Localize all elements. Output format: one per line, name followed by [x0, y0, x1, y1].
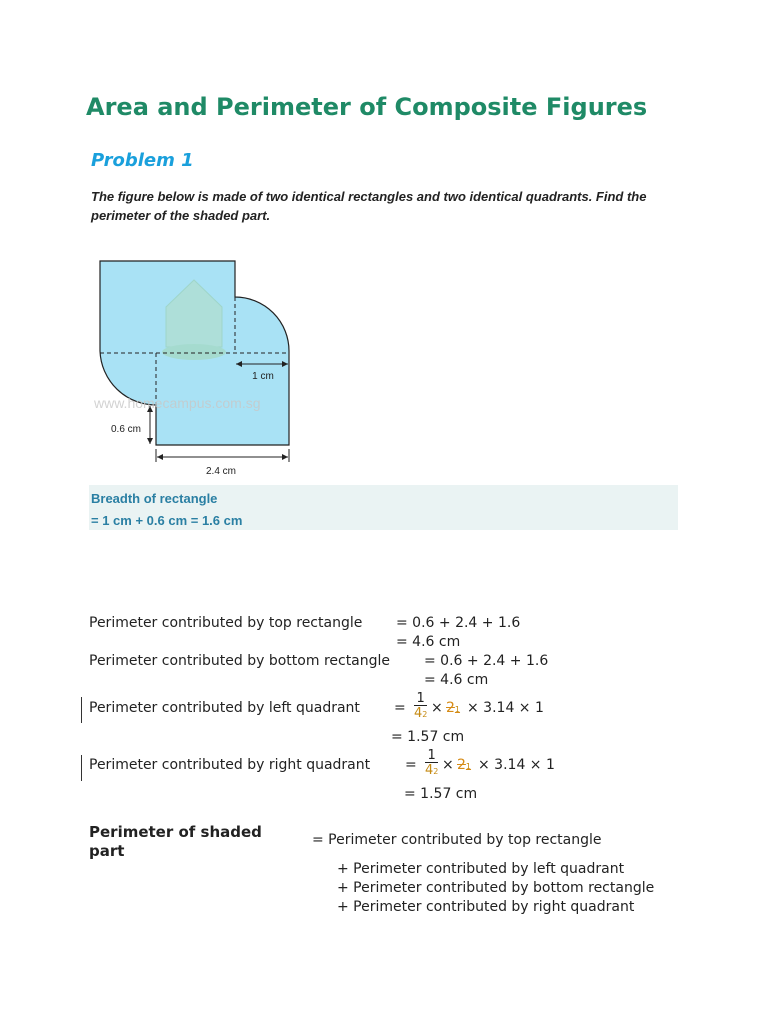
- left-quad-fraction: $\frac{1}{42}$: [414, 691, 428, 721]
- left-quad-label: Perimeter contributed by left quadrant: [89, 700, 360, 716]
- right-quad-fraction: $\frac{1}{42}$: [425, 748, 439, 778]
- left-quad-times: ×: [431, 700, 443, 716]
- problem-instruction: The figure below is made of two identical rectangles and two identical quadrants. Find the perimeter of the shaded part.: [91, 189, 647, 223]
- cursor-bar: [81, 755, 82, 781]
- label-06cm: 0.6 cm: [110, 424, 142, 435]
- right-quad-result: = 1.57 cm: [404, 786, 478, 802]
- top-rect-eq2: = 4.6 cm: [396, 634, 461, 650]
- breadth-heading: Breadth of rectangle: [91, 491, 218, 506]
- watermark-text: www.homecampus.com.sg: [94, 395, 261, 411]
- left-quad-equals: =: [394, 700, 406, 716]
- label-24cm: 2.4 cm: [205, 466, 237, 477]
- right-quad-times: ×: [442, 757, 454, 773]
- shaded-term: + Perimeter contributed by right quadrant: [337, 899, 635, 915]
- bottom-rect-eq2: = 4.6 cm: [424, 672, 489, 688]
- breadth-equation: = 1 cm + 0.6 cm = 1.6 cm: [91, 513, 243, 528]
- bottom-rect-label: Perimeter contributed by bottom rectangle: [89, 653, 391, 669]
- breadth-box: [89, 485, 678, 530]
- shaded-term: + Perimeter contributed by left quadrant: [337, 861, 625, 877]
- left-quad-two: 21: [446, 700, 461, 716]
- top-rect-label: Perimeter contributed by top rectangle: [89, 615, 363, 631]
- shaded-label-line2: part: [89, 842, 125, 860]
- problem-heading: Problem 1: [91, 150, 194, 171]
- composite-figure: [88, 252, 308, 482]
- right-quad-equals: =: [405, 757, 417, 773]
- label-1cm: 1 cm: [252, 371, 274, 382]
- left-quad-result: = 1.57 cm: [391, 729, 465, 745]
- shaded-term: + Perimeter contributed by bottom rectangle: [337, 880, 655, 896]
- left-quad-rest: × 3.14 × 1: [467, 700, 544, 716]
- right-quad-two: 21: [457, 757, 472, 773]
- cursor-bar: [81, 697, 82, 723]
- shaded-label-line1: Perimeter of shaded: [89, 823, 262, 841]
- page-title: Area and Perimeter of Composite Figures: [86, 93, 648, 121]
- bottom-rect-eq1: = 0.6 + 2.4 + 1.6: [424, 653, 549, 669]
- top-rect-eq1: = 0.6 + 2.4 + 1.6: [396, 615, 521, 631]
- right-quad-rest: × 3.14 × 1: [478, 757, 555, 773]
- shaded-eq-first: = Perimeter contributed by top rectangle: [312, 832, 602, 848]
- right-quad-label: Perimeter contributed by right quadrant: [89, 757, 371, 773]
